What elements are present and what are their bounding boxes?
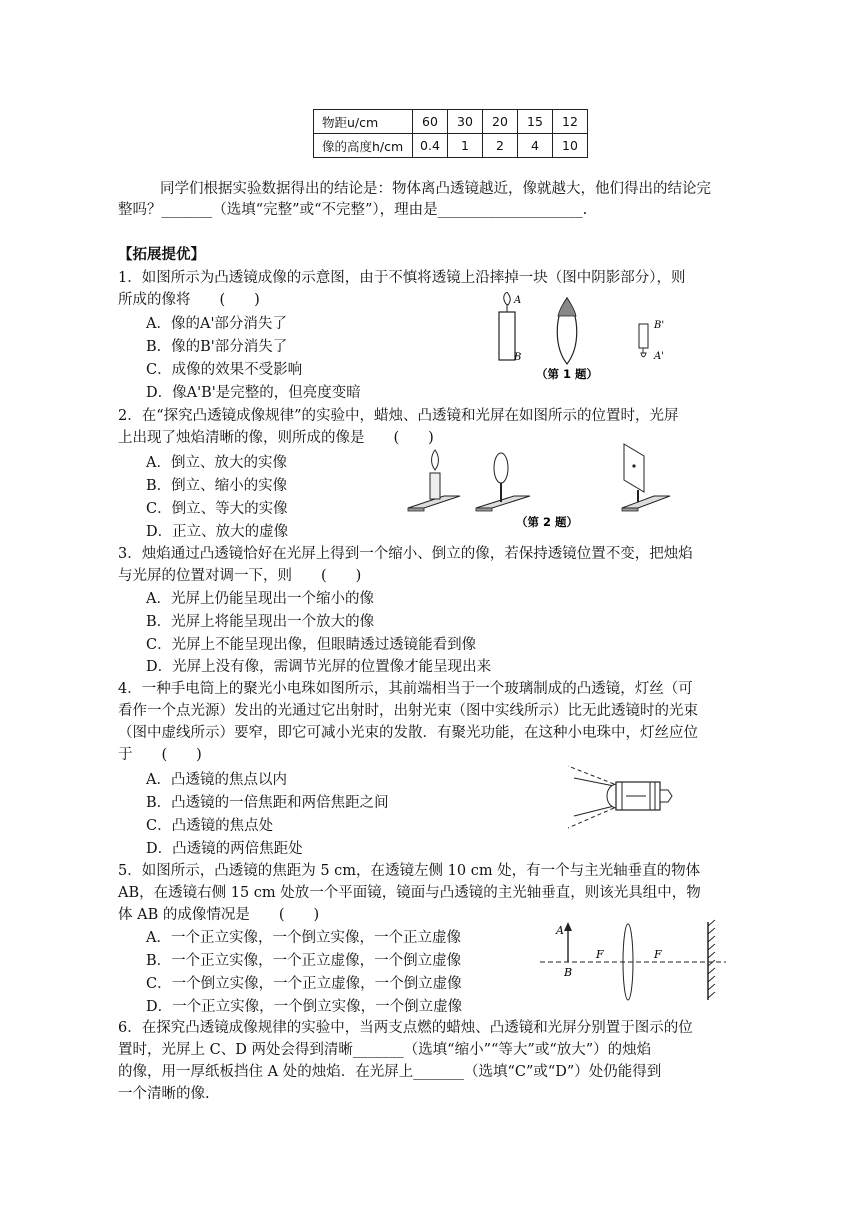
q1-figure (488, 292, 688, 384)
q4-line-4: 于 ( ) (118, 747, 202, 763)
q1-line-1: 1．如图所示为凸透镜成像的示意图，由于不慎将透镜上沿摔掉一块（图中阴影部分），则 (118, 270, 686, 286)
q2-figure (404, 440, 674, 532)
q1-label-b: B (514, 352, 522, 363)
q2-option-a: A．倒立、放大的实像 (146, 455, 287, 471)
q2-caption: （第 2 题） (516, 515, 579, 529)
q3-option-c: C．光屏上不能呈现出像，但眼睛透过透镜能看到像 (146, 637, 477, 653)
q5-line-2: AB，在透镜右侧 15 cm 处放一个平面镜，镜面与凸透镜的主光轴垂直，则该光具组中，物 (118, 885, 701, 901)
q4-option-d: D．凸透镜的两倍焦距处 (146, 841, 303, 857)
q2-line-2: 上出现了烛焰清晰的像，则所成的像是 ( ) (118, 430, 434, 446)
table-cell: 12 (553, 110, 588, 134)
screen-icon (624, 444, 644, 492)
q2-option-b: B．倒立、缩小的实像 (146, 478, 288, 494)
candle-icon (499, 312, 515, 360)
inverted-candle-icon (639, 324, 648, 348)
table-row (314, 110, 588, 134)
q4-line-2: 看作一个点光源）发出的光通过它出射时，出射光束（图中实线所示）比无此透镜时的光束 (118, 703, 698, 719)
table-header-cell: 物距u/cm (314, 110, 413, 134)
q3-option-b: B．光屏上将能呈现出一个放大的像 (146, 614, 375, 630)
q6-line-1: 6．在探究凸透镜成像规律的实验中，当两支点燃的蜡烛、凸透镜和光屏分别置于图示的位 (118, 1020, 693, 1036)
q6-line-3: 的像，用一厚纸板挡住 A 处的烛焰．在光屏上_______（选填“C”或“D”）处仍能得到 (118, 1064, 662, 1080)
q4-option-a: A．凸透镜的焦点以内 (146, 772, 287, 788)
q1-option-a: A．像的A'部分消失了 (146, 316, 287, 332)
q5-option-b: B．一个正立实像，一个正立虚像，一个倒立虚像 (146, 953, 462, 969)
q2-option-d: D．正立、放大的虚像 (146, 524, 289, 540)
table-cell: 20 (483, 110, 518, 134)
table-cell: 1 (448, 134, 483, 158)
q5-label-f-left: F (596, 948, 604, 961)
convex-lens-icon (494, 453, 508, 483)
q1-line-2: 所成的像将 ( ) (118, 292, 260, 308)
q1-caption: （第 1 题） (536, 367, 599, 381)
table-cell: 2 (483, 134, 518, 158)
q4-option-b: B．凸透镜的一倍焦距和两倍焦距之间 (146, 795, 389, 811)
q5-figure (538, 912, 730, 1002)
q1-option-c: C．成像的效果不受影响 (146, 362, 303, 378)
q2-line-1: 2．在“探究凸透镜成像规律”的实验中，蜡烛、凸透镜和光屏在如图所示的位置时，光屏 (118, 408, 679, 424)
q3-option-d: D．光屏上没有像，需调节光屏的位置像才能呈现出来 (146, 659, 492, 675)
q5-label-b: B (564, 966, 573, 979)
q1-option-b: B．像的B'部分消失了 (146, 339, 288, 355)
q4-option-c: C．凸透镜的焦点处 (146, 818, 274, 834)
table-header-cell: 像的高度h/cm (314, 134, 413, 158)
table-cell: 15 (518, 110, 553, 134)
data-table (313, 109, 588, 158)
q6-line-2: 置时，光屏上 C、D 两处会得到清晰_______（选填“缩小”“等大”或“放大”）的烛焰 (118, 1042, 652, 1058)
intro-line-1: 同学们根据实验数据得出的结论是：物体离凸透镜越近，像就越大，他们得出的结论完 (160, 181, 711, 197)
table-cell: 30 (448, 110, 483, 134)
q5-label-f-right: F (654, 948, 662, 961)
intro-line-2: 整吗？_______（选填“完整”或“不完整”），理由是____________________. (118, 202, 588, 218)
q1-label-b-prime: B' (654, 320, 665, 331)
q1-option-d: D．像A'B'是完整的，但亮度变暗 (146, 385, 361, 401)
bulb-lens-icon (607, 784, 616, 808)
q1-label-a-prime: A' (654, 351, 664, 362)
q1-label-a: A (514, 295, 522, 306)
table-row (314, 134, 588, 158)
candle-icon (430, 473, 440, 499)
broken-part-shading (558, 298, 576, 316)
q5-line-1: 5．如图所示，凸透镜的焦距为 5 cm，在透镜左侧 10 cm 处，有一个与主光轴垂直的物体 (118, 863, 701, 879)
q5-option-d: D．一个正立实像，一个倒立实像，一个倒立虚像 (146, 999, 463, 1015)
q5-option-c: C．一个倒立实像，一个正立虚像，一个倒立虚像 (146, 976, 462, 992)
table-cell: 60 (413, 110, 448, 134)
q4-figure (560, 760, 690, 832)
q5-line-3: 体 AB 的成像情况是 ( ) (118, 907, 320, 923)
q4-line-3: （图中虚线所示）要窄，即它可减小光束的发散．有聚光功能，在这种小电珠中，灯丝应位 (118, 725, 698, 741)
q5-label-a: A (556, 924, 564, 937)
q3-option-a: A．光屏上仍能呈现出一个缩小的像 (146, 591, 374, 607)
table-cell: 10 (553, 134, 588, 158)
q4-line-1: 4．一种手电筒上的聚光小电珠如图所示，其前端相当于一个玻璃制成的凸透镜，灯丝（可 (118, 681, 693, 697)
q2-option-c: C．倒立、等大的实像 (146, 501, 288, 517)
q6-line-4: 一个清晰的像. (118, 1086, 210, 1102)
section-title: 【拓展提优】 (118, 246, 205, 263)
q5-option-a: A．一个正立实像，一个倒立实像，一个正立虚像 (146, 930, 461, 946)
table-cell: 4 (518, 134, 553, 158)
q3-line-2: 与光屏的位置对调一下，则 ( ) (118, 568, 362, 584)
table-cell: 0.4 (413, 134, 448, 158)
flame-icon (432, 450, 439, 470)
arrow-up-icon (564, 922, 572, 931)
q3-line-1: 3．烛焰通过凸透镜恰好在光屏上得到一个缩小、倒立的像，若保持透镜位置不变，把烛焰 (118, 546, 693, 562)
